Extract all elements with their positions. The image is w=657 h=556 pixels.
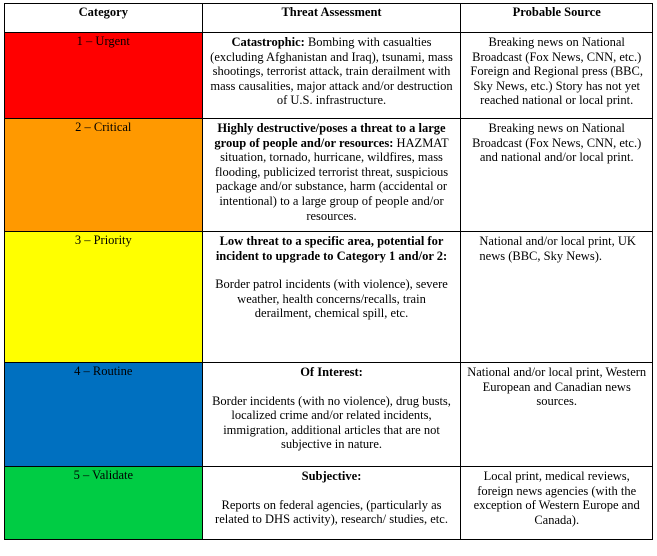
category-cell-urgent: 1 – Urgent (5, 33, 203, 119)
threat-body: Bombing with casualties (excluding Afghanistan and Iraq), tsunami, mass shootings, terrorist attack, train derailment with mass causalities, major attack and/or destruction of U.S. infrastructure. (210, 35, 453, 108)
threat-lead: Low threat to a specific area, potential for incident to upgrade to Category 1 and/or 2: (215, 234, 448, 263)
source-cell: Local print, medical reviews, foreign news agencies (with the exception of Western Europe and Canada). (461, 467, 653, 540)
threat-lead: Catastrophic: (231, 35, 305, 49)
header-threat-assessment: Threat Assessment (202, 4, 461, 33)
threat-category-table (4, 3, 653, 540)
threat-body: Border patrol incidents (with violence), severe weather, health concerns/recalls, train derailment, chemical spill, etc. (215, 277, 448, 321)
threat-body: HAZMAT situation, tornado, hurricane, wildfires, mass flooding, publicized terrorist threat, suspicious package and/or substance, harm (accidental or intentional) to a large group of people and/or resources. (214, 135, 449, 223)
threat-cell (202, 467, 461, 540)
threat-cell (202, 232, 461, 363)
threat-cell (202, 33, 461, 119)
category-cell-validate: 5 – Validate (5, 467, 203, 540)
header-probable-source: Probable Source (461, 4, 653, 33)
category-cell-routine: 4 – Routine (5, 363, 203, 467)
table-row (5, 467, 653, 540)
threat-body: Border incidents (with no violence), drug busts, localized crime and/or related incidents, immigration, additional articles that are not subjective in nature. (212, 393, 451, 452)
table-row (5, 232, 653, 363)
source-cell: Breaking news on National Broadcast (Fox News, CNN, etc.) and national and/or local print. (461, 119, 653, 232)
category-cell-priority: 3 – Priority (5, 232, 203, 363)
source-cell: National and/or local print, Western European and Canadian news sources. (461, 363, 653, 467)
threat-lead: Of Interest: (300, 365, 363, 379)
table-row (5, 119, 653, 232)
table-row (5, 33, 653, 119)
table-header-row (5, 4, 653, 33)
source-cell: Breaking news on National Broadcast (Fox News, CNN, etc.) Foreign and Regional press (BBC, Sky News, etc.) Story has not yet reached national or local print. (461, 33, 653, 119)
threat-body: Reports on federal agencies, (particularly as related to DHS activity), research/ studies, etc. (215, 497, 448, 527)
threat-cell (202, 363, 461, 467)
table-row (5, 363, 653, 467)
threat-lead: Highly destructive/poses a threat to a large group of people and/or resources: (214, 121, 446, 150)
threat-lead: Subjective: (301, 469, 362, 483)
source-cell: National and/or local print, UK news (BBC, Sky News). (461, 232, 653, 363)
threat-cell (202, 119, 461, 232)
category-cell-critical: 2 – Critical (5, 119, 203, 232)
header-category: Category (5, 4, 203, 33)
